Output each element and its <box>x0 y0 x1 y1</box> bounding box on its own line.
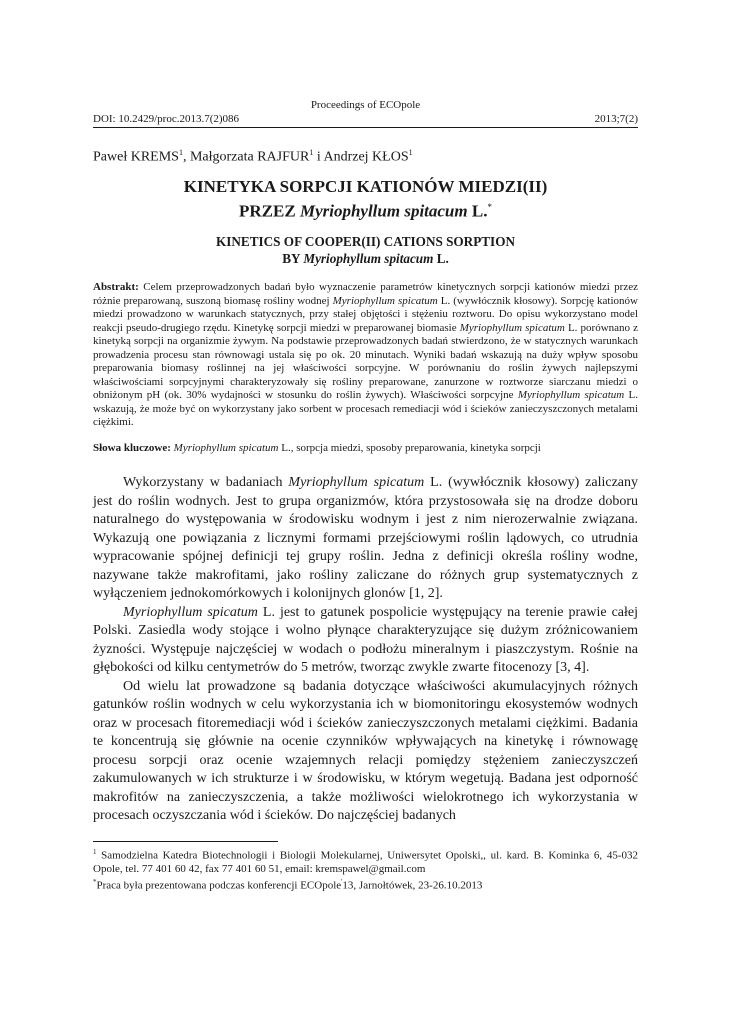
paragraph-text: Wykorzystany w badaniach <box>123 475 289 491</box>
footnote <box>93 876 638 893</box>
abstract-text: L. (wywłócznik kłosowy). Sorpcję kationów miedzi prowadzono w warunkach statycznych, przy stałej objętości i stężeniu roztworu. Do opisu wykorzystano model reakcji pseudo-drugiego rzędu. Kinetykę sorpcji miedzi w preparowanej biomasie <box>93 294 638 334</box>
species-name: Myriophyllum spicatum <box>173 441 279 454</box>
title-text: BY <box>282 251 304 267</box>
species-name: Myriophyllum spicatum <box>332 294 438 307</box>
keywords-text: L., sorpcja miedzi, sposoby preparowania, kinetyka sorpcji <box>278 441 541 454</box>
title-text: PRZEZ <box>239 201 300 221</box>
paper-page <box>93 98 638 894</box>
title-polish-line2 <box>93 197 638 222</box>
footnote-mark: * <box>487 201 492 212</box>
species-name: Myriophyllum spicatum <box>288 475 425 491</box>
footnote <box>93 846 638 877</box>
footnote-text: Praca była prezentowana podczas konferencji ECOpole <box>96 880 342 893</box>
title-english-line1: KINETICS OF COOPER(II) CATIONS SORPTION <box>216 234 515 250</box>
title-english <box>93 233 638 267</box>
abstract-text: Celem przeprowadzonych badań było wyznaczenie parametrów kinetycznych sorpcji kationów miedzi przez różnie preparowaną, suszoną biomasę rośliny wodnej <box>93 281 638 307</box>
species-name: Myriophyllum spicatum <box>459 321 565 334</box>
abstract-text: L. wskazują, że może być on wykorzystany jako sorbent w procesach remediacji wód i ścieków zanieczyszczonych metalami ciężkimi. <box>93 389 638 429</box>
paragraph <box>93 474 638 604</box>
footnote-text: 13, Jarnołtówek, 23-26.10.2013 <box>342 880 483 893</box>
paragraph-text: L. jest to gatunek pospolicie występujący na terenie prawie całej Polski. Zasiedla wody stojące i wolno płynące charakteryzujące się dużym zróżnicowaniem żyzności. Występuje najczęściej w wodach o podłożu mineralnym i piaszczystym. Rośnie na głębokości od kilku centymetrów do 5 metrów, tworząc zwykle zwarte fitocenozy [3, 4]. <box>93 604 638 676</box>
species-name: Myriophyllum spicatum <box>517 389 625 402</box>
species-name: Myriophyllum spitacum <box>303 251 434 267</box>
volume: 2013;7(2) <box>594 113 638 125</box>
author-list <box>93 144 638 166</box>
paragraph <box>93 604 638 678</box>
affiliation-mark: 1 <box>178 148 183 157</box>
affiliation-mark: 1 <box>309 148 314 157</box>
author-separator: i <box>313 149 324 165</box>
footnote-mark: 1 <box>93 847 97 856</box>
title-english-line2 <box>93 250 638 267</box>
footnote-divider <box>93 841 278 842</box>
abstract-label: Abstrakt: <box>93 281 139 294</box>
abstract-text: L. porównano z kinetyką sorpcji na organizmie żywym. Na podstawie przeprowadzonych badań stwierdzono, że w statycznych warunkach prowadzenia procesu stan równowagi ustala się po ok. 20 minutach. Wyniki badań wskazują na duży wpływ sposobu preparowania biomasy roślinnej na jej właściwości sorpcyjne. W porównaniu do roślin żywych najlepszymi właściwościami sorpcyjnymi charakteryzowały się rośliny preparowane, zanurzone w roztworze siarczanu miedzi o obniżonym pH (ok. 30% wydajności w stosunku do roślin żywych). Właściwości sorpcyjne <box>93 321 639 402</box>
keywords-label: Słowa kluczowe: <box>93 441 171 454</box>
author: Paweł KREMS <box>93 149 179 165</box>
header-meta <box>93 112 638 128</box>
keywords <box>93 442 638 456</box>
author: Małgorzata RAJFUR <box>189 149 310 165</box>
species-name: Myriophyllum spitacum <box>299 201 468 221</box>
paragraph-text: L. (wywłócznik kłosowy) zaliczany jest do roślin wodnych. Jest to grupa organizmów, która przystosowała się na drodze doboru naturalnego do występowania w środowisku wodnym i jest z nim nierozerwalnie związana. Wykazują one powiązania z licznymi formami przejściowymi roślin lądowych, co utrudnia wypracowanie spójnej definicji tej grupy roślin. Jedna z definicji określa rośliny wodne, nazywane także makrofitami, jako rośliny zaliczane do różnych grup systematycznych z wyłączeniem jednokomórkowych i kolonijnych glonów [1, 2]. <box>93 475 638 602</box>
title-text: L. <box>467 201 488 221</box>
author: Andrzej KŁOS <box>323 149 409 165</box>
title-polish <box>93 176 638 222</box>
footnotes <box>93 846 638 894</box>
footnote-mark: * <box>93 878 97 887</box>
doi: DOI: 10.2429/proc.2013.7(2)086 <box>93 113 240 125</box>
abstract <box>93 281 638 430</box>
footnote-mark: ' <box>341 878 343 887</box>
title-text: L. <box>433 251 449 267</box>
title-polish-line1: KINETYKA SORPCJI KATIONÓW MIEDZI(II) <box>183 176 548 196</box>
affiliation-mark: 1 <box>408 148 413 157</box>
author-separator: , <box>182 149 190 165</box>
body-text <box>93 474 638 826</box>
footnote-text: Samodzielna Katedra Biotechnologii i Biologii Molekularnej, Uniwersytet Opolski,, ul. kard. B. Kominka 6, 45-032 Opole, tel. 77 401 60 42, fax 77 401 60 51, email: kremspawel@gmail.com <box>93 849 638 875</box>
species-name: Myriophyllum spicatum <box>123 604 258 620</box>
journal-name: Proceedings of ECOpole <box>310 99 421 111</box>
paragraph: Od wielu lat prowadzone są badania dotyczące właściwości akumulacyjnych różnych gatunków roślin wodnych w celu wykorzystania ich w biomonitoringu ekosystemów wodnych oraz w procesach fitoremediacji wód i ścieków zanieczyszczonych metalami ciężkimi. Badania te koncentrują się głównie na ocenie czynników wpływających na kinetykę i równowagę procesu sorpcji oraz ocenie wzajemnych relacji pomiędzy stężeniem zanieczyszczeń zakumulowanych w ich strukturze i w środowisku, w którym wegetują. Badana jest odporność makrofitów na zanieczyszczenia, a także możliwości wielokrotnego ich wykorzystania w procesach oczyszczania wód i ścieków. Do najczęściej badanych <box>93 678 638 824</box>
